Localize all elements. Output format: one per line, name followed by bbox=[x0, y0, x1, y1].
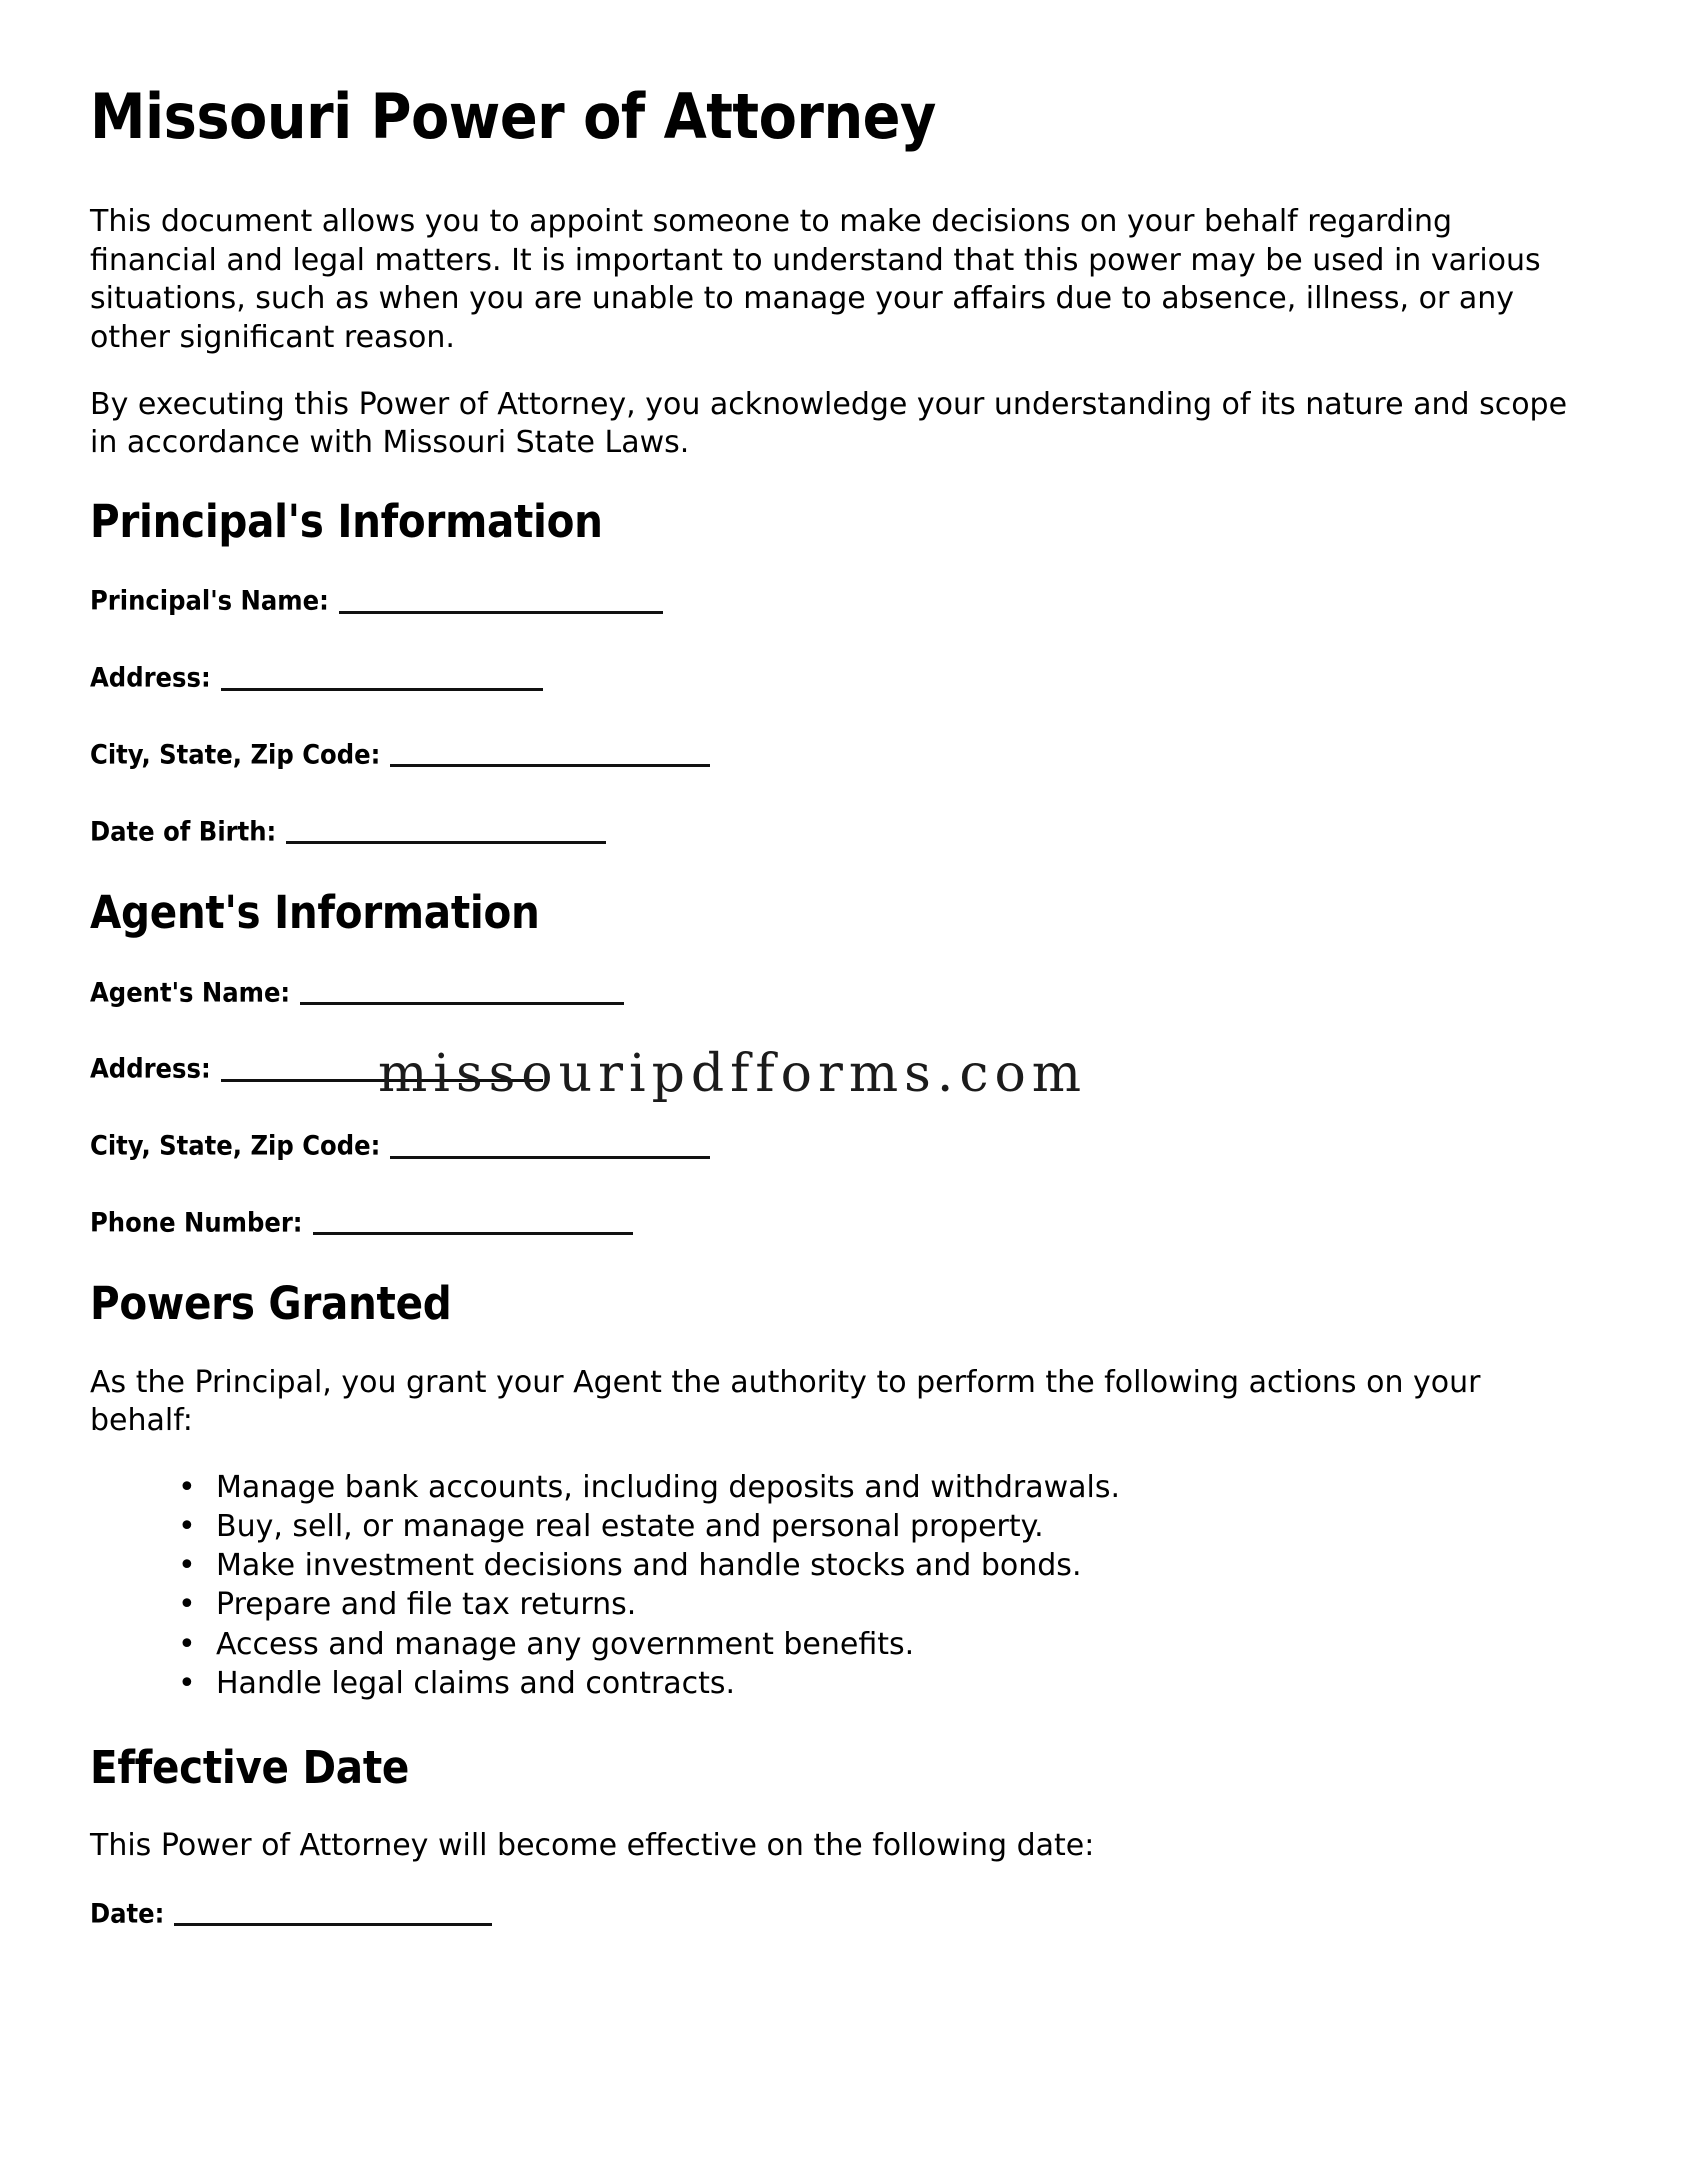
field-label-effective-date: Date: bbox=[90, 1898, 165, 1930]
bullet-icon: • bbox=[178, 1509, 196, 1545]
list-item-label: Buy, sell, or manage real estate and personal property. bbox=[216, 1509, 1044, 1545]
bullet-icon: • bbox=[178, 1548, 196, 1584]
field-label-principal-date-of-birth: Date of Birth: bbox=[90, 816, 277, 848]
field-blank-principal-address[interactable] bbox=[221, 662, 543, 691]
list-item-label: Manage bank accounts, including deposits and withdrawals. bbox=[216, 1470, 1121, 1506]
list-item-label: Handle legal claims and contracts. bbox=[216, 1665, 736, 1701]
field-agent-phone-number bbox=[90, 1203, 1586, 1239]
section-heading-effective-date: Effective Date bbox=[90, 1740, 410, 1794]
field-blank-principal-city-state-zip[interactable] bbox=[390, 739, 710, 768]
powers-granted-list bbox=[90, 1469, 1586, 1703]
field-label-agent-address: Address: bbox=[90, 1053, 211, 1085]
field-label-principal-city-state-zip: City, State, Zip Code: bbox=[90, 739, 381, 771]
list-item bbox=[178, 1586, 1586, 1624]
intro-paragraph-2: By executing this Power of Attorney, you acknowledge your understanding of its nature and scope in accordance with Missouri State Laws. bbox=[90, 386, 1568, 461]
field-blank-principal-date-of-birth[interactable] bbox=[286, 816, 606, 845]
field-principal-city-state-zip bbox=[90, 735, 1586, 771]
watermark-text: missouripdfforms.com bbox=[378, 1044, 1088, 1104]
field-label-principal-name: Principal's Name: bbox=[90, 586, 329, 618]
field-principal-address bbox=[90, 658, 1586, 694]
field-blank-agent-city-state-zip[interactable] bbox=[390, 1130, 710, 1159]
bullet-icon: • bbox=[178, 1626, 196, 1662]
list-item bbox=[178, 1626, 1586, 1664]
field-blank-agent-name[interactable] bbox=[300, 977, 624, 1006]
field-label-agent-name: Agent's Name: bbox=[90, 977, 291, 1009]
section-heading-principal-information: Principal's Information bbox=[90, 495, 603, 549]
list-item bbox=[178, 1469, 1586, 1507]
intro-paragraph-1: This document allows you to appoint someone to make decisions on your behalf regarding financial and legal matters. It is important to understand that this power may be used in various situations, such as when you are unable to manage your affairs due to absence, illness, or any other significant reason. bbox=[90, 203, 1541, 356]
field-blank-principal-name[interactable] bbox=[339, 585, 663, 614]
field-label-principal-address: Address: bbox=[90, 662, 211, 694]
field-agent-address bbox=[90, 1049, 1586, 1085]
section-heading-agent-information: Agent's Information bbox=[90, 886, 540, 940]
list-item bbox=[178, 1665, 1586, 1703]
field-agent-city-state-zip bbox=[90, 1126, 1586, 1162]
page-title: Missouri Power of Attorney bbox=[90, 80, 936, 153]
bullet-icon: • bbox=[178, 1665, 196, 1701]
list-item bbox=[178, 1508, 1586, 1546]
field-effective-date bbox=[90, 1894, 1586, 1930]
section-heading-powers-granted: Powers Granted bbox=[90, 1277, 452, 1331]
bullet-icon: • bbox=[178, 1587, 196, 1623]
list-item bbox=[178, 1547, 1586, 1585]
effective-date-intro-paragraph: This Power of Attorney will become effective on the following date: bbox=[90, 1828, 1095, 1864]
bullet-icon: • bbox=[178, 1470, 196, 1506]
field-blank-agent-address[interactable] bbox=[221, 1053, 543, 1082]
field-label-agent-city-state-zip: City, State, Zip Code: bbox=[90, 1130, 381, 1162]
field-label-agent-phone-number: Phone Number: bbox=[90, 1207, 303, 1239]
field-principal-name bbox=[90, 581, 1586, 617]
list-item-label: Make investment decisions and handle stocks and bonds. bbox=[216, 1548, 1082, 1584]
field-blank-effective-date[interactable] bbox=[174, 1898, 492, 1927]
powers-intro-paragraph: As the Principal, you grant your Agent the authority to perform the following actions on your behalf: bbox=[90, 1364, 1481, 1439]
field-agent-name bbox=[90, 973, 1586, 1009]
field-blank-agent-phone-number[interactable] bbox=[313, 1207, 633, 1236]
field-principal-date-of-birth bbox=[90, 812, 1586, 848]
list-item-label: Access and manage any government benefits. bbox=[216, 1626, 915, 1662]
list-item-label: Prepare and file tax returns. bbox=[216, 1587, 637, 1623]
